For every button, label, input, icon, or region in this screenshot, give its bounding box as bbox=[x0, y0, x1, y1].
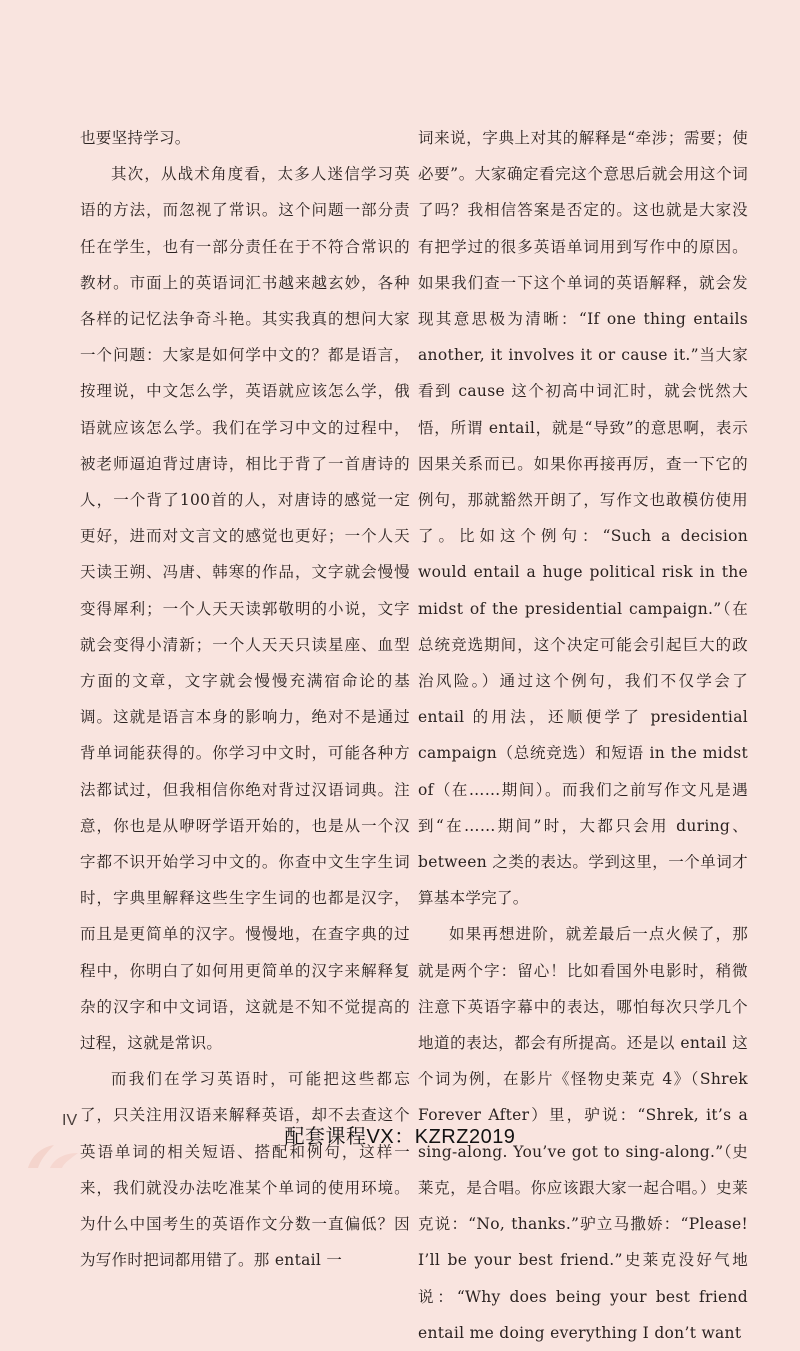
paragraph: 如果再想进阶，就差最后一点火候了，那就是两个字：留心！比如看国外电影时，稍微注意下英语字幕中的表达，哪怕每次只学几个地道的表达，都会有所提高。还是以 entail 这个词为例，在影片《怪物史莱克 4》（Shrek Forever After）里，驴说：“Shrek, it’s a sing-along. You’ve got to sing-along.”（史莱克，是合唱。你应该跟大家一起合唱。）史莱克说：“No, thanks.”驴立马撒娇：“Please! I’ll be your best friend.”史莱克没好气地说：“Why does being your best friend entail me doing everything I don’t want bbox=[418, 925, 748, 1342]
right-column bbox=[418, 120, 748, 1351]
page-number: IV bbox=[62, 1112, 78, 1129]
footer-note: 配套课程VX：KZRZ2019 bbox=[284, 1126, 516, 1148]
paragraph: 其次，从战术角度看，太多人迷信学习英语的方法，而忽视了常识。这个问题一部分责任在学生，也有一部分责任在于不符合常识的教材。市面上的英语词汇书越来越玄妙，各种各样的记忆法争奇斗艳。其实我真的想问大家一个问题：大家是如何学中文的？都是语言，按理说，中文怎么学，英语就应该怎么学，俄语就应该怎么学。我们在学习中文的过程中，被老师逼迫背过唐诗，相比于背了一首唐诗的人，一个背了100首的人，对唐诗的感觉一定更好，进而对文言文的感觉也更好；一个人天天读王朔、冯唐、韩寒的作品，文字就会慢慢变得犀利；一个人天天读郭敬明的小说，文字就会变得小清新；一个人天天只读星座、血型方面的文章，文字就会慢慢充满宿命论的基调。这就是语言本身的影响力，绝对不是通过背单词能获得的。你学习中文时，可能各种方法都试过，但我相信你绝对背过汉语词典。注意，你也是从咿呀学语开始的，也是从一个汉字都不识开始学习中文的。你查中文生字生词时，字典里解释这些生字生词的也都是汉字，而且是更简单的汉字。慢慢地，在查字典的过程中，你明白了如何用更简单的汉字来解释复杂的汉字和中文词语，这就是不知不觉提高的过程，这就是常识。 bbox=[80, 165, 410, 1053]
left-column bbox=[80, 120, 410, 1279]
paragraph: 也要坚持学习。 bbox=[80, 129, 191, 147]
paragraph: 词来说，字典上对其的解释是“牵涉；需要；使必要”。大家确定看完这个意思后就会用这个词了吗？我相信答案是否定的。这也就是大家没有把学过的很多英语单词用到写作中的原因。如果我们查一下这个单词的英语解释，就会发现其意思极为清晰：“If one thing entails another, it involves it or cause it.”当大家看到 cause 这个初高中词汇时，就会恍然大悟，所谓 entail，就是“导致”的意思啊，表示因果关系而已。如果你再接再厉，查一下它的例句，那就豁然开朗了，写作文也敢模仿使用了。比如这个例句：“Such a decision would entail a huge political risk in the midst of the presidential campaign.”（在总统竞选期间，这个决定可能会引起巨大的政治风险。）通过这个例句，我们不仅学会了 entail 的用法，还顺便学了 presidential campaign（总统竞选）和短语 in the midst of（在……期间）。而我们之前写作文凡是遇到“在……期间”时，大都只会用 during、between 之类的表达。学到这里，一个单词才算基本学完了。 bbox=[418, 129, 748, 908]
paragraph: 而我们在学习英语时，可能把这些都忘了，只关注用汉语来解释英语，却不去查这个英语单词的相关短语、搭配和例句，这样一来，我们就没办法吃准某个单词的使用环境。为什么中国考生的英语作文分数一直偏低？因为写作时把词都用错了。那 entail 一 bbox=[80, 1070, 410, 1270]
